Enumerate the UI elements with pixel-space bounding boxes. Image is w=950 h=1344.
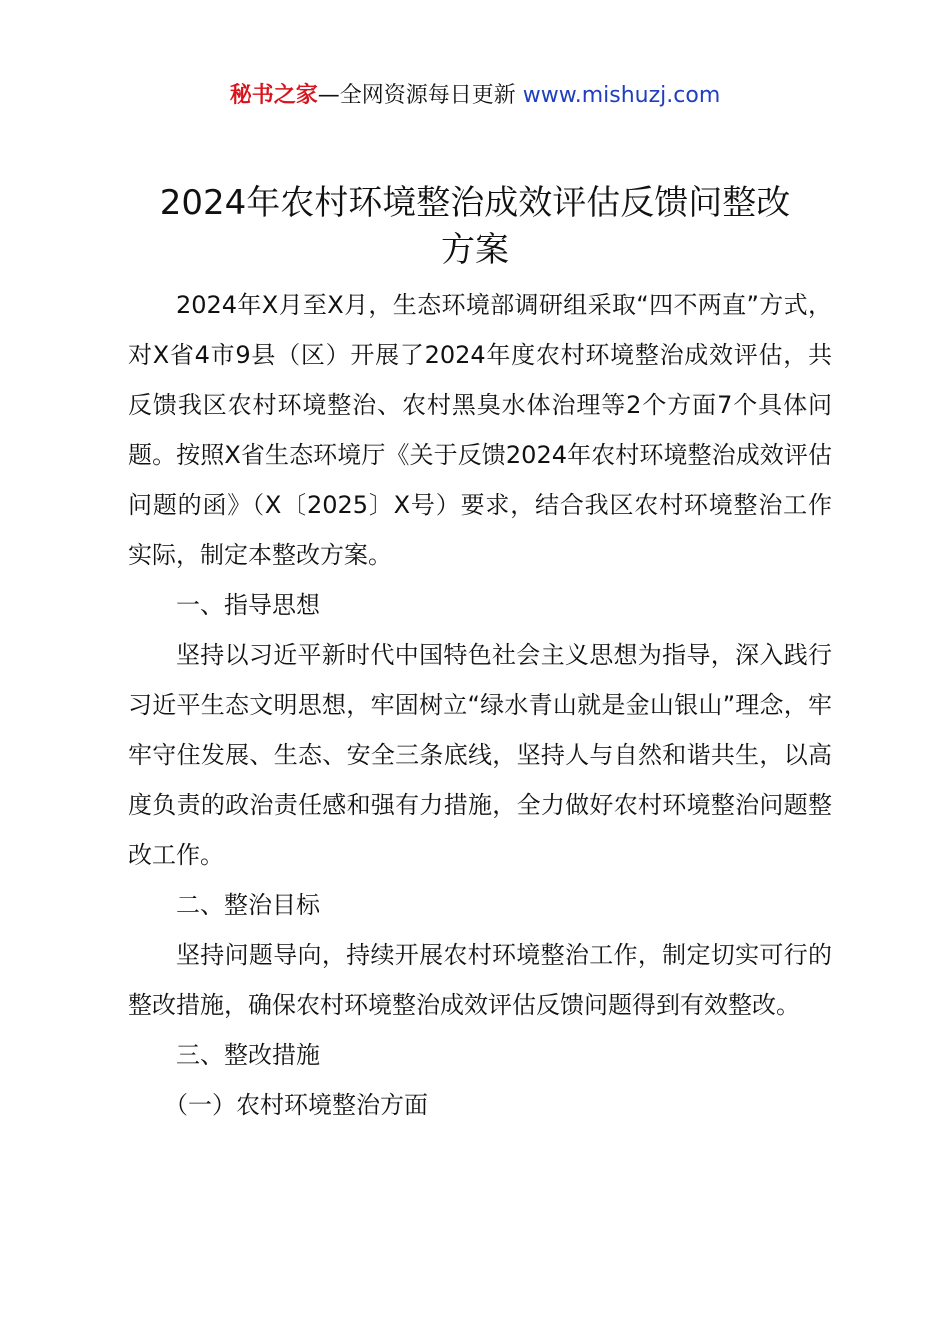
section-heading-measures: 三、整改措施: [176, 1041, 320, 1069]
subsection-heading-rural-environment: （一）农村环境整治方面: [164, 1091, 428, 1119]
section-heading-guiding-ideology: 一、指导思想: [176, 591, 320, 619]
goals-paragraph: 坚持问题导向，持续开展农村环境整治工作，制定切实可行的整改措施，确保农村环境整治成效评估反馈问题得到有效整改。: [128, 941, 832, 1019]
site-tagline: —全网资源每日更新: [317, 83, 516, 108]
site-url-link[interactable]: www.mishuzj.com: [522, 83, 721, 108]
site-header: [0, 80, 950, 112]
section-heading-goals: 二、整治目标: [176, 891, 320, 919]
document-title-line-1: 2024年农村环境整治成效评估反馈问整改: [159, 183, 791, 223]
document-title: [120, 180, 830, 274]
guiding-ideology-paragraph: 坚持以习近平新时代中国特色社会主义思想为指导，深入践行习近平生态文明思想，牢固树立“绿水青山就是金山银山”理念，牢牢守住发展、生态、安全三条底线，坚持人与自然和谐共生，以高度负责的政治责任感和强有力措施，全力做好农村环境整治问题整改工作。: [128, 641, 832, 869]
document-body: [128, 280, 832, 1130]
intro-paragraph: 2024年X月至X月，生态环境部调研组采取“四不两直”方式，对X省4市9县（区）开展了2024年度农村环境整治成效评估，共反馈我区农村环境整治、农村黑臭水体治理等2个方面7个具体问题。按照X省生态环境厅《关于反馈2024年农村环境整治成效评估问题的函》（X〔2025〕X号）要求，结合我区农村环境整治工作实际，制定本整改方案。: [128, 291, 832, 569]
document-title-line-2: 方案: [441, 230, 509, 270]
site-brand: 秘书之家: [229, 83, 318, 108]
